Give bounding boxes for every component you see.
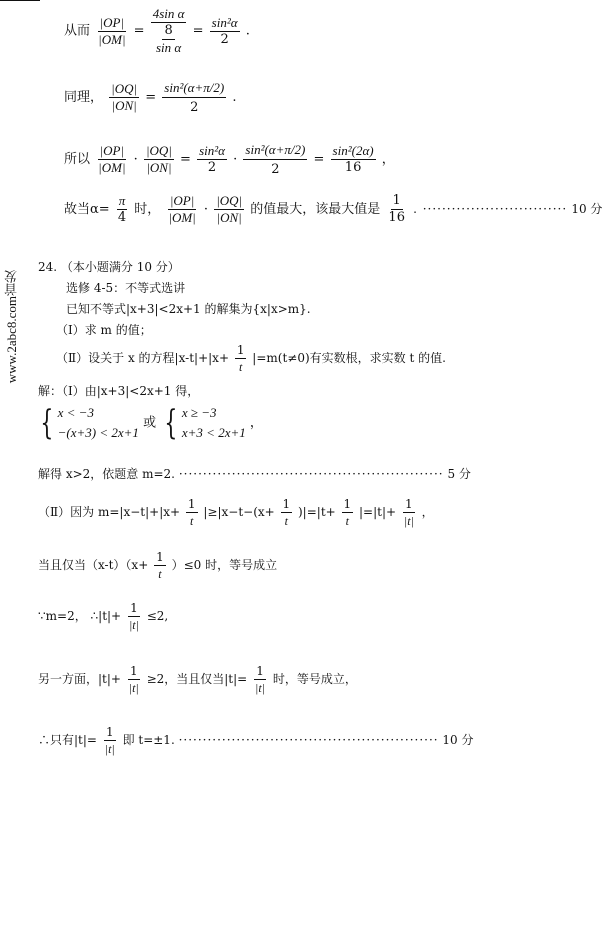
prefix: 从而 [64, 23, 91, 39]
system-1: { x < −3 −(x+3) < 2x+1 [40, 403, 139, 443]
equality-condition: 当且仅当（x-t）（x+ $\frac{1}{t}$ ）≤0 时，等号成立 [38, 550, 278, 581]
fraction-1-over-abs-t: $\frac{1}{|t|}$ [128, 664, 139, 695]
inequality-systems: { x < −3 −(x+3) < 2x+1 或 { x ≥ −3 x+3 < 2x+1 ， [36, 403, 263, 443]
fraction-1-over-abs-t: $\frac{1}{|t|}$ [104, 725, 115, 756]
final-answer: ∴只有|t|= $\frac{1}{|t|}$ 即 t=±1. ······················································ 10 分 [38, 725, 474, 756]
fraction-op-om: $\frac{|OP|}{|OM|}$ [98, 14, 126, 47]
fraction-1-over-abs-t: $\frac{1}{|t|}$ [128, 601, 139, 632]
fraction-pi-over-4: $\frac{\pi}{4}$ [117, 193, 127, 225]
fraction-1-over-16: $\frac{1}{16}$ [388, 193, 405, 225]
fraction-oq-on: $\frac{|OQ|}{|ON|}$ [111, 81, 138, 113]
fraction-1-over-t: $\frac{1}{t}$ [343, 497, 352, 528]
solution-part2-inequality: （Ⅱ）因为 m=|x−t|+|x+ $\frac{1}{t}$ |≥|x−t−(x+ $\frac{1}{t}$ )|=|t+ $\frac{1}{t}$ |=|t|+ $\frac{1}{|t|}$ ， [38, 497, 434, 528]
on-the-other-hand: 另一方面，|t|+ $\frac{1}{|t|}$ ≥2，当且仅当|t|= $\frac{1}{|t|}$ 时，等号成立， [38, 664, 357, 695]
score: 10 分 [571, 202, 602, 216]
fraction-sin2-shift-over-2: $\frac{\text{sin²(α+π/2)}}{2}$ [245, 142, 306, 177]
line-similarly-oq-on: 同理， $\frac{|OQ|}{|ON|}$ = $\frac{\text{sin²(α+π/2)}}{2}$ . [64, 80, 237, 115]
fraction-sin2-shift-over-2: $\frac{\text{sin²(α+π/2)}}{2}$ [164, 80, 225, 115]
fraction-1-over-abs-t: $\frac{1}{|t|}$ [403, 497, 414, 528]
watermark: www.2abc8.com首发 [4, 270, 19, 384]
fraction-1-over-t: $\frac{1}{t}$ [156, 550, 164, 581]
q24-part2: （Ⅱ）设关于 x 的方程|x-t|+|x+ $\frac{1}{t}$ |=m(t≠0)有实数根，求实数 t 的值. [56, 343, 446, 374]
top-rule [0, 0, 40, 1]
fraction-oq-on: $\frac{|OQ|}{|ON|}$ [145, 143, 172, 175]
q24-topic: 选修 4-5：不等式选讲 [66, 281, 186, 295]
since-m-equals-2: ∵m=2， ∴|t|+ $\frac{1}{|t|}$ ≤2, [38, 601, 169, 632]
q24-header: 24. （本小题满分 10 分） [38, 260, 180, 274]
fraction-1-over-t: $\frac{1}{t}$ [282, 497, 291, 528]
fraction-1-over-t: $\frac{1}{t}$ [187, 497, 196, 528]
solution-part1-result: 解得 x>2，依题意 m=2. ······················································· 5 分 [38, 467, 471, 481]
q24-given: 已知不等式|x+3|<2x+1 的解集为{x|x>m}. [66, 302, 311, 316]
fraction-1-over-t: $\frac{1}{t}$ [236, 343, 245, 374]
score: 5 分 [447, 467, 471, 481]
q24-part1: （Ⅰ）求 m 的值； [56, 323, 152, 337]
solution-part1-intro: 解：（Ⅰ）由|x+3|<2x+1 得， [38, 384, 200, 398]
score: 10 分 [442, 733, 474, 747]
fraction-oq-on: $\frac{|OQ|}{|ON|}$ [216, 193, 243, 225]
fraction-sin2-over-2: $\frac{\text{sin²α}}{2}$ [199, 143, 225, 175]
fraction-1-over-abs-t: $\frac{1}{|t|}$ [255, 664, 265, 695]
system-2: { x ≥ −3 x+3 < 2x+1 [164, 403, 246, 443]
fraction-op-om: $\frac{|OP|}{|OM|}$ [98, 143, 126, 175]
fraction-sin2-2a-over-16: $\frac{\text{sin²(2α)}}{16}$ [332, 143, 374, 175]
line-therefore-op-om: 从而 $\frac{|OP|}{|OM|}$ = 4sin α 8 sin α = $\frac{\text{sin²α}}{2}$ . [64, 6, 250, 55]
line-max-value: 故当α= $\frac{\pi}{4}$ 时， $\frac{|OP|}{|OM|}$ · $\frac{|OQ|}{|ON|}$ 的值最大，该最大值是 $\frac{1}{16}$ . ······························ 10 分 [64, 193, 602, 225]
line-so-product: 所以 $\frac{|OP|}{|OM|}$ · $\frac{|OQ|}{|ON|}$ = $\frac{\text{sin²α}}{2}$ · $\frac{\text{sin²(α+π/2)}}{2}$ = $\frac{\text{sin²(2α)}}{16}$ ， [64, 142, 395, 177]
fraction-sin2-over-2: $\frac{\text{sin²α}}{2}$ [211, 14, 238, 47]
fraction-op-om: $\frac{|OP|}{|OM|}$ [168, 193, 196, 225]
fraction-4sin-over-8-sin: 4sin α 8 sin α [152, 6, 185, 55]
